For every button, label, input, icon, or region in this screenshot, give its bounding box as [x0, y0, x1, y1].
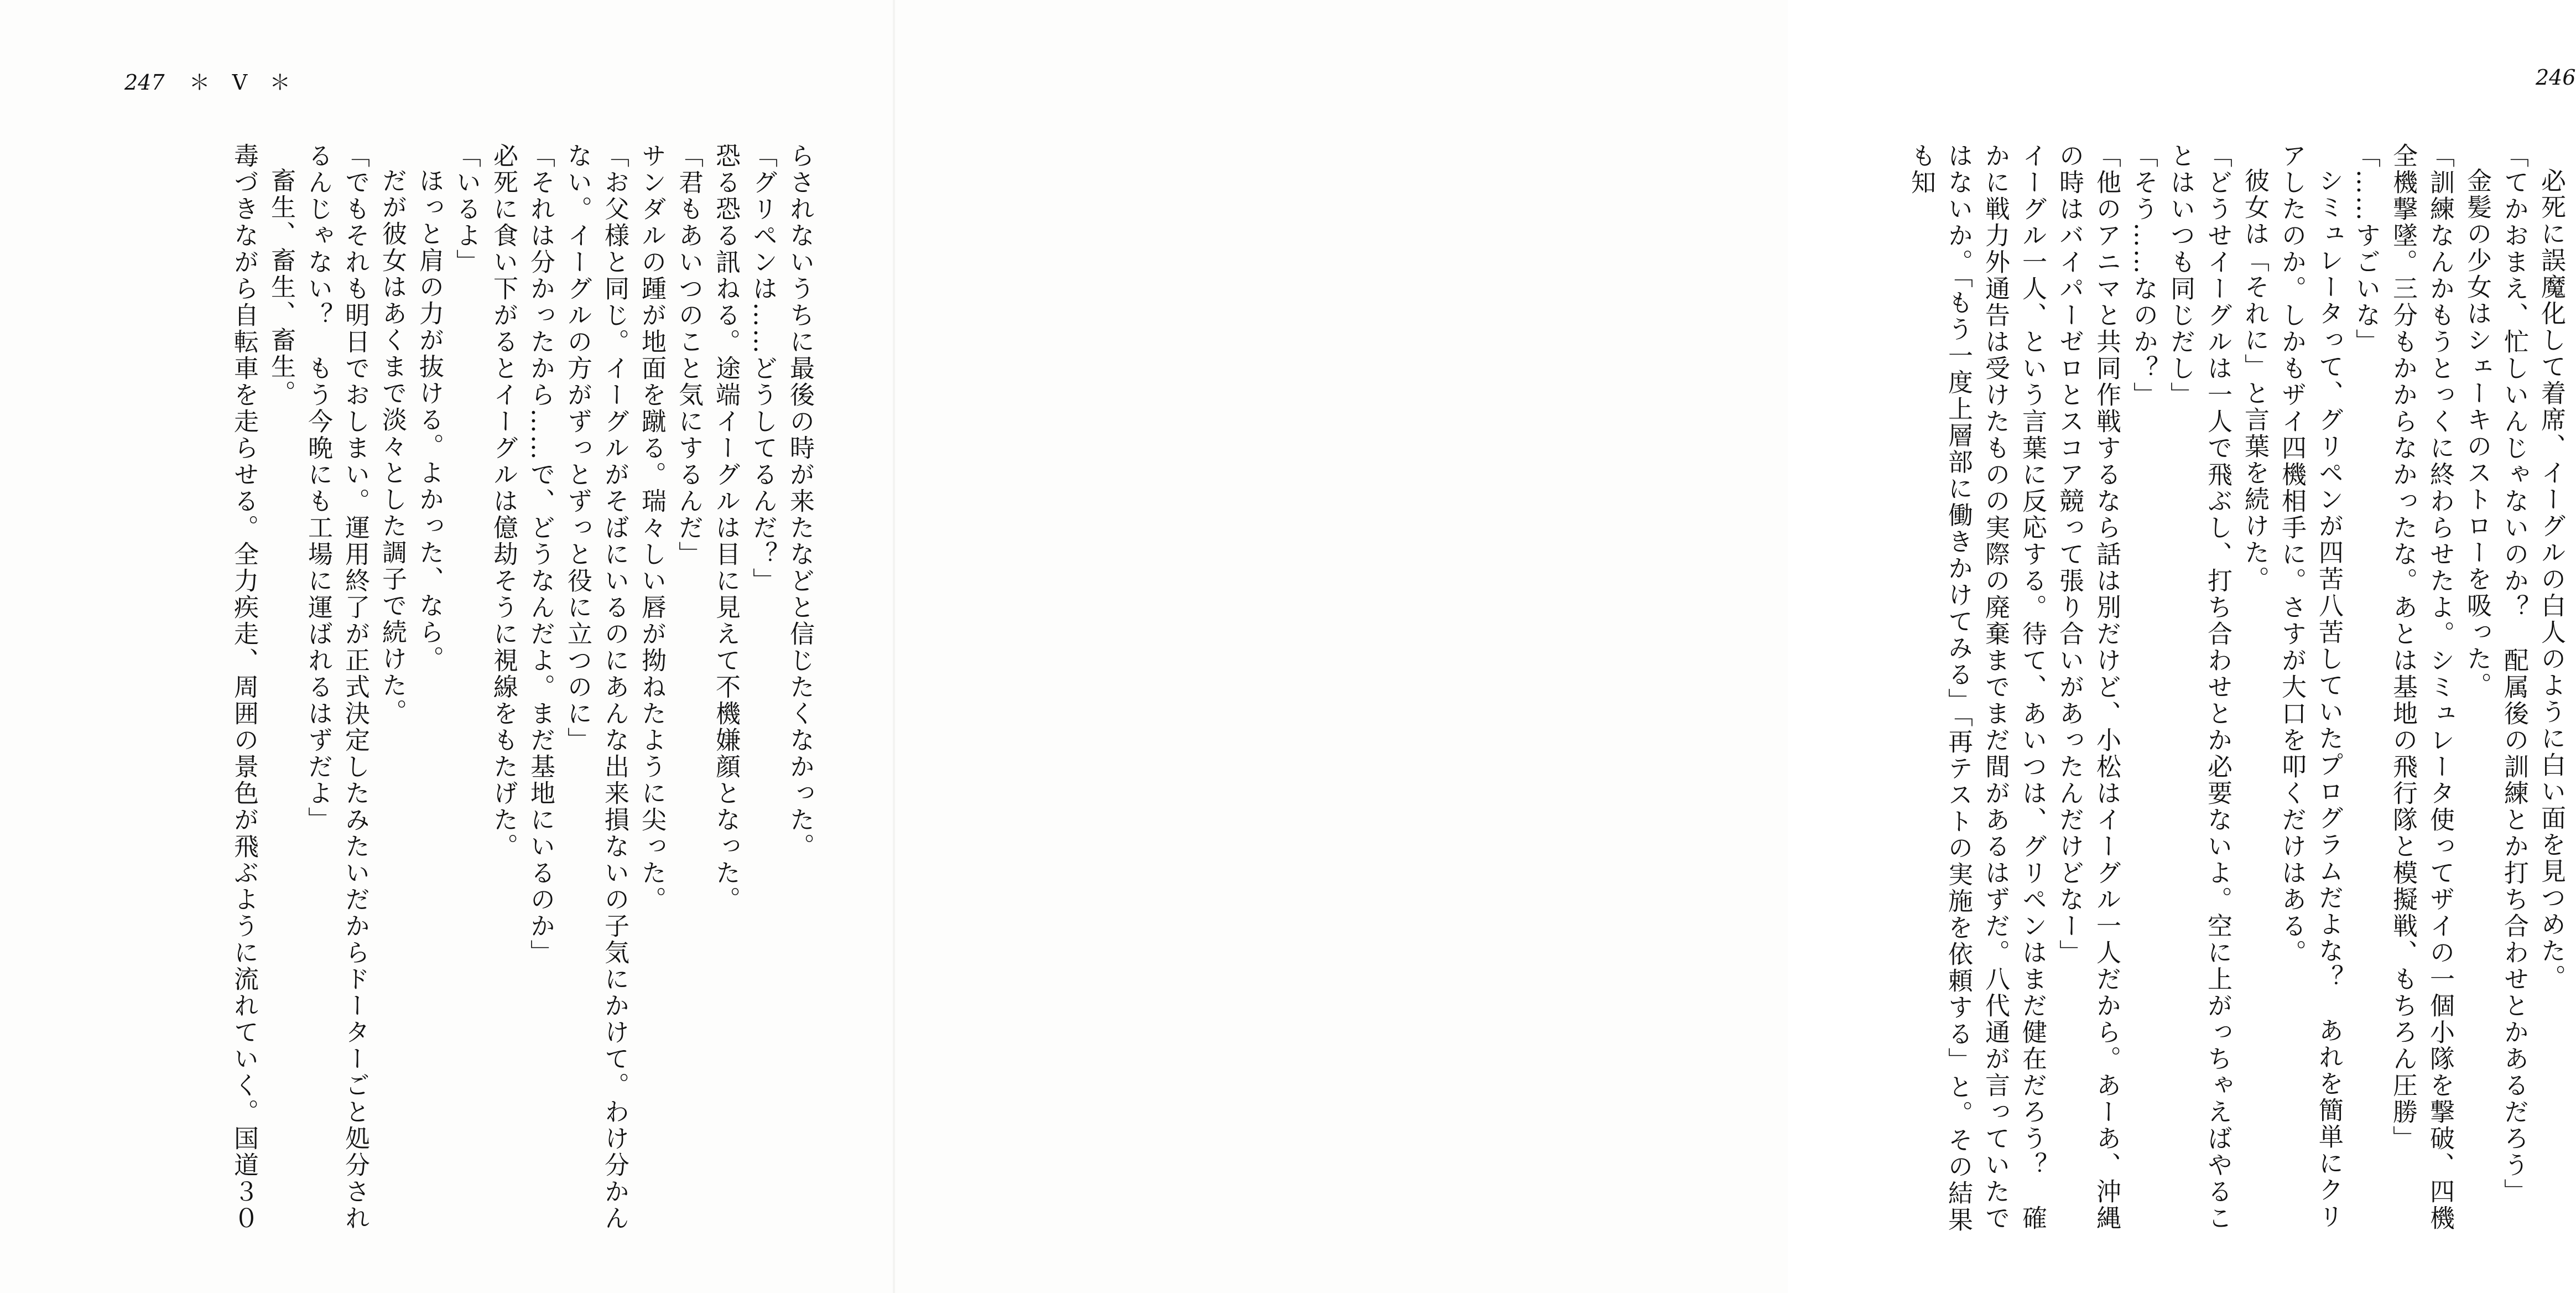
paragraph: だが彼女はあくまで淡々とした調子で続けた。	[378, 168, 407, 725]
paragraph: 毒づきながら自転車を走らせる。全力疾走、周囲の景色が飛ぶように流れていく。国道３０	[230, 143, 259, 1232]
paragraph: 「どうせイーグルは一人で飛ぶし、打ち合わせとか必要ないよ。空に上がっちゃえばやることはいつも同じだし」	[2166, 143, 2232, 1232]
paragraph: 「お父様と同じ。イーグルがそばにいるのにあんな出来損ないの子気にかけて。わけ分かんない。イーグルの方がずっとずっと役に立つのに」	[563, 143, 629, 1232]
paragraph: 彼女は「それに」と言葉を続けた。	[2240, 168, 2270, 593]
paragraph: らされないうちに最後の時が来たなどと信じたくなかった。	[785, 143, 815, 860]
paragraph: 「いるよ」	[452, 143, 481, 276]
paragraph: 「グリペンは……どうしてるんだ？」	[748, 143, 778, 594]
paragraph: 「君もあいつのこと気にするんだ」	[674, 143, 704, 568]
paragraph: ほっと肩の力が抜ける。よかった、なら。	[415, 168, 444, 672]
left-page-number: 247	[124, 70, 165, 95]
paragraph: 「訓練なんかもうとっくに終わらせたよ。シミュレータ使ってザイの一個小隊を撃破、四機全機撃墜。三分もかからなかったな。あとは基地の飛行隊と模擬戦、もちろん圧勝」	[2388, 143, 2455, 1232]
paragraph: イーグル一人、という言葉に反応する。待て、あいつは、グリペンはまだ健在だろう？ 確かに戦力外通告は受けたものの実際の廃棄までまだ間があるはずだ。八代通が言っていたではないか。「もう一度上層部に働きかけてみる」「再テストの実施を依頼する」と。その結果も知	[1907, 143, 2047, 1233]
paragraph: 金髪の少女はシェーキのストローを吸った。	[2463, 168, 2492, 699]
left-page-body	[149, 143, 819, 1238]
paragraph: サンダルの踵が地面を蹴る。瑞々しい唇が拗ねたように尖った。	[637, 143, 667, 913]
right-page-number: 246	[2536, 65, 2576, 90]
paragraph: 必死に食い下がるとイーグルは億劫そうに視線をもたげた。	[489, 143, 518, 860]
paragraph: 「そう……なのか？」	[2129, 143, 2158, 408]
paragraph: 必死に誤魔化して着席、イーグルの白人のように白い面を見つめた。	[2537, 168, 2566, 991]
paragraph: 恐る恐る訊ねる。途端イーグルは目に見えて不機嫌顔となった。	[711, 143, 741, 913]
paragraph: 「それは分かったから……で、どうなんだよ。まだ基地にいるのか」	[526, 143, 555, 966]
right-page-header	[2536, 65, 2576, 90]
left-page-header	[124, 65, 298, 96]
header-asterisk-right: ＊	[269, 70, 291, 95]
section-title: V	[232, 70, 248, 95]
header-asterisk-left: ＊	[189, 70, 210, 95]
right-page-body	[1884, 143, 2570, 1238]
paragraph: 「てかおまえ、忙しいんじゃないのか？ 配属後の訓練とか打ち合わせとかあるだろう」	[2500, 143, 2529, 1205]
paragraph: 畜生、畜生、畜生。	[267, 168, 296, 407]
paragraph: 「……すごいな」	[2351, 143, 2381, 355]
left-page	[0, 0, 894, 1293]
paragraph: 「他のアニマと共同作戦するなら話は別だけど、小松はイーグル一人だから。あーあ、沖縄の時はバイパーゼロとスコア競って張り合いがあったんだけどなー」	[2055, 143, 2121, 1232]
paragraph: シミュレータって、グリペンが四苦八苦していたプログラムだよな？ あれを簡単にクリアしたのか。しかもザイ四機相手に。さすが大口を叩くだけはある。	[2277, 143, 2344, 1230]
right-page	[894, 0, 2576, 1293]
paragraph: 「でもそれも明日でおしまい。運用終了が正式決定したみたいだからドーターごと処分されるんじゃない？ もう今晩にも工場に運ばれるはずだよ」	[304, 143, 370, 1232]
